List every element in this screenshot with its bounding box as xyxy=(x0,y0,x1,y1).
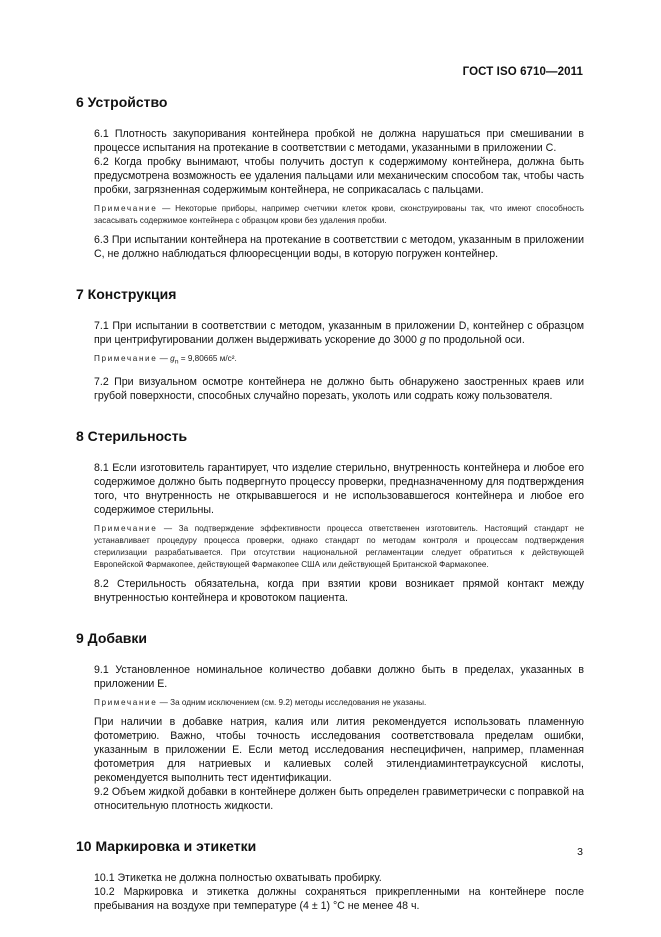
paragraph-9-1-b: При наличии в добавке натрия, калия или лития рекомендуется использовать пламенную фотометрию. Важно, чтобы точность исследования соответствовала пределам ошибки, указанным в приложении Е. Если метод исследования неспецифичен, например, пламенная фотометрия для натриевых и калиевых солей этилендиаминтетрауксусной кислоты, рекомендуется выполнить тест идентификации. xyxy=(94,715,584,784)
paragraph-6-3: 6.3 При испытании контейнера на протекание в соответствии с методом, указанным в приложении С, не должно наблюдаться флюоресценции воды, в которую погружен контейнер. xyxy=(94,234,584,260)
section-7 xyxy=(76,285,584,403)
note-g-subscript: n xyxy=(174,358,179,366)
document-code: ГОСТ ISO 6710—2011 xyxy=(462,66,583,78)
paragraph-8-1: 8.1 Если изготовитель гарантирует, что изделие стерильно, внутренность контейнера и любое его содержимое должно быть подвергнуто процессу проверки, предназначенному для подтверждения того, что внутренность не открывавшегося и не использовавшегося контейнера и любое его содержимое стерильны. xyxy=(94,461,584,516)
note-g-symbol: g xyxy=(170,354,175,363)
note-g-value: = 9,80665 м/с² xyxy=(178,354,235,363)
section-6-title: 6 Устройство xyxy=(76,94,168,110)
paragraph-7-1-g: g xyxy=(419,334,426,346)
note-end: . xyxy=(234,354,237,363)
paragraph-7-1-text-b: по продольной оси. xyxy=(425,334,525,346)
note-text: — За одним исключением (см. 9.2) методы исследования не указаны. xyxy=(157,697,427,707)
paragraph-9-1: 9.1 Установленное номинальное количество добавки должно быть в пределах, указанных в приложении Е. xyxy=(94,663,584,690)
section-10-title: 10 Маркировка и этикетки xyxy=(76,837,257,854)
note-label: Примечание xyxy=(94,697,158,707)
paragraph-7-1-text-a: 7.1 При испытании в соответствии с методом, указанным в приложении D, контейнер с образцом при центрифугировании должен выдерживать ускорение до 3000 xyxy=(94,320,584,346)
note-text: — За подтверждение эффективности процесса ответственен изготовитель. Настоящий стандарт не устанавливает процедуру процесса проверки, однако стандарт по методам контроля и процессам подтверждения стерилизации разрабатывается. При отсутствии национальной регламентации следует обратиться к действующей Европейской Фармакопее, действующей Фармакопее США или действующей Британской Фармакопее. xyxy=(94,523,584,569)
note-7 xyxy=(76,353,584,369)
paragraph-8-2: 8.2 Стерильность обязательна, когда при взятии крови возникает прямой контакт между внутренностью контейнера и кровотоком пациента. xyxy=(94,577,584,604)
note-label: Примечание xyxy=(94,523,158,533)
paragraph-10-2: 10.2 Маркировка и этикетка должны сохраняться прикрепленными на контейнере после пребывания на воздухе при температуре (4 ± 1) °С не менее 48 ч. xyxy=(94,885,584,912)
note-8 xyxy=(76,523,584,571)
note-label: Примечание xyxy=(94,204,158,213)
note-dash: — xyxy=(157,354,171,363)
section-6 xyxy=(76,93,584,261)
section-9 xyxy=(76,629,584,813)
paragraph-6-1: 6.1 Плотность закупоривания контейнера пробкой не должна нарушаться при смешивании в процессе испытания на протекание в соответствии с методами, указанными в приложении С. xyxy=(94,128,584,154)
section-10 xyxy=(76,837,584,913)
paragraph-10-1: 10.1 Этикетка не должна полностью охватывать пробирку. xyxy=(94,871,382,884)
page-number: 3 xyxy=(577,846,583,858)
note-text: — Некоторые приборы, например счетчики клеток крови, сконструированы так, что имеют способность засасывать содержимое контейнера с образцом крови без удаления пробки. xyxy=(94,204,584,225)
paragraph-6-2: 6.2 Когда пробку вынимают, чтобы получить доступ к содержимому контейнера, должна быть предусмотрена возможность ее удаления пальцами или механическим способом так, чтобы часть пробки, загрязненная содержимым контейнера, не соприкасалась с пальцами. xyxy=(94,156,584,196)
note-6 xyxy=(76,203,584,227)
note-label: Примечание xyxy=(94,354,158,363)
section-8 xyxy=(76,427,584,605)
paragraph-7-1 xyxy=(76,319,584,347)
section-8-title: 8 Стерильность xyxy=(76,427,188,444)
paragraph-9-2: 9.2 Объем жидкой добавки в контейнере должен быть определен гравиметрически с поправкой на относительную плотность жидкости. xyxy=(94,785,584,812)
paragraph-7-2: 7.2 При визуальном осмотре контейнера не должно быть обнаружено заостренных краев или грубой поверхности, способных случайно порезать, уколоть или содрать кожу пользователя. xyxy=(94,375,584,402)
note-9 xyxy=(76,697,584,709)
section-7-title: 7 Конструкция xyxy=(76,286,177,302)
document-body xyxy=(76,93,584,937)
section-9-title: 9 Добавки xyxy=(76,629,148,646)
